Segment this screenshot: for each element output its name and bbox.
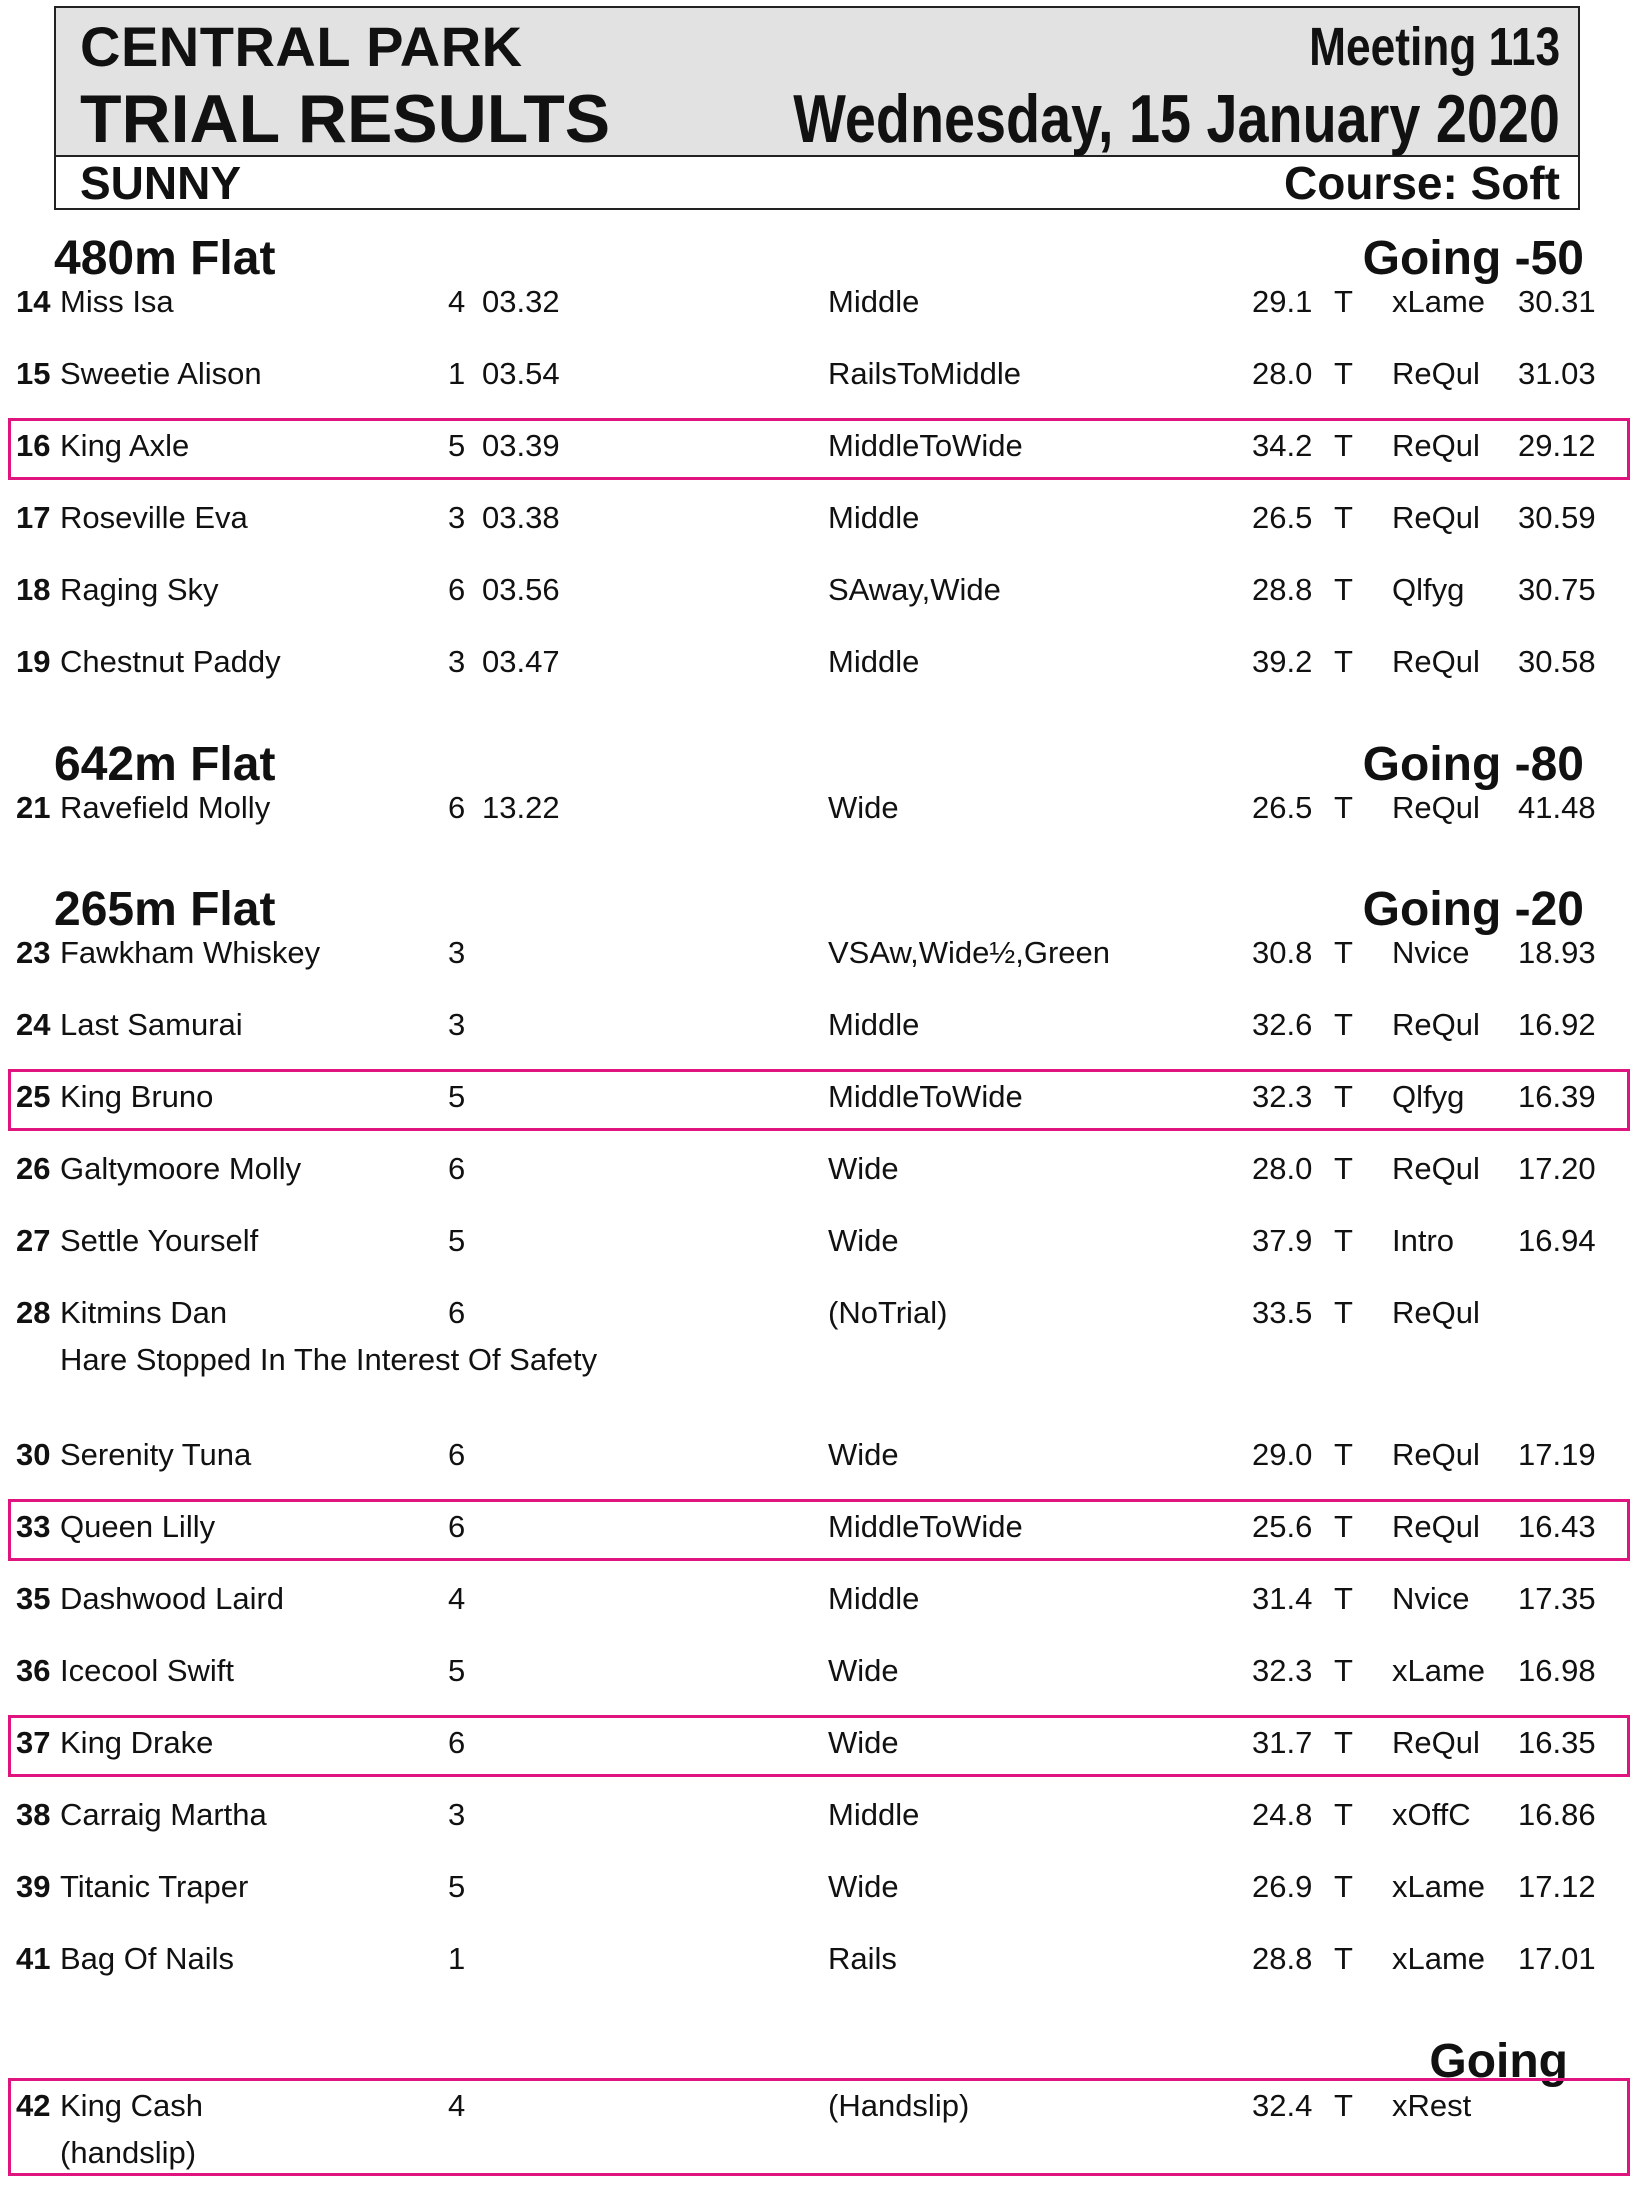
trial-flag: T: [1334, 428, 1353, 463]
trial-flag: T: [1334, 1151, 1353, 1186]
dog-weight: 30.8: [1252, 935, 1313, 970]
finish-position: 4: [448, 2088, 466, 2123]
grade-code: ReQul: [1392, 500, 1480, 535]
race-going: Going: [1429, 2035, 1568, 2088]
trap-number: 28: [16, 1295, 51, 1330]
trial-flag: T: [1334, 356, 1353, 391]
trial-flag: T: [1334, 1295, 1353, 1330]
running-remark: Wide: [828, 1725, 899, 1760]
finish-time: 30.75: [1518, 572, 1596, 607]
meeting-date: Wednesday, 15 January 2020: [793, 81, 1560, 157]
result-row: [0, 1869, 1636, 1929]
running-remark: Wide: [828, 1437, 899, 1472]
row-note: Hare Stopped In The Interest Of Safety: [60, 1342, 598, 1377]
result-row: [0, 1151, 1636, 1211]
dog-weight: 26.5: [1252, 500, 1313, 535]
finish-time: 16.43: [1518, 1509, 1596, 1544]
dog-name: King Cash: [60, 2088, 204, 2123]
dog-weight: 25.6: [1252, 1509, 1313, 1544]
trial-flag: T: [1334, 1437, 1353, 1472]
grade-code: ReQul: [1392, 790, 1480, 825]
running-remark: RailsToMiddle: [828, 356, 1021, 391]
result-row: [0, 1437, 1636, 1497]
trap-number: 18: [16, 572, 51, 607]
finish-position: 3: [448, 500, 466, 535]
dog-weight: 29.0: [1252, 1437, 1313, 1472]
sectional-time: 13.22: [482, 790, 560, 825]
dog-name: Settle Yourself: [60, 1223, 259, 1258]
trap-number: 24: [16, 1007, 51, 1042]
grade-code: ReQul: [1392, 356, 1480, 391]
result-row: [0, 1007, 1636, 1067]
venue-name: CENTRAL PARK: [80, 15, 523, 78]
sectional-time: 03.38: [482, 500, 560, 535]
dog-weight: 31.4: [1252, 1581, 1313, 1616]
running-remark: Rails: [828, 1941, 897, 1976]
finish-time: 30.31: [1518, 284, 1596, 319]
result-row: [0, 1653, 1636, 1713]
race-going: Going -20: [1362, 883, 1584, 936]
result-row: [0, 428, 1636, 488]
race-going: Going -50: [1362, 232, 1584, 285]
trap-number: 41: [16, 1941, 51, 1976]
race-header: [0, 882, 1636, 938]
trial-flag: T: [1334, 572, 1353, 607]
running-remark: Wide: [828, 1653, 899, 1688]
result-row: [0, 1797, 1636, 1857]
finish-position: 1: [448, 356, 466, 391]
finish-position: 3: [448, 935, 466, 970]
sectional-time: 03.56: [482, 572, 560, 607]
dog-weight: 28.8: [1252, 1941, 1313, 1976]
dog-weight: 37.9: [1252, 1223, 1313, 1258]
dog-weight: 32.6: [1252, 1007, 1313, 1042]
result-row: [0, 572, 1636, 632]
grade-code: ReQul: [1392, 1007, 1480, 1042]
running-remark: Middle: [828, 1797, 920, 1832]
finish-position: 5: [448, 1079, 466, 1114]
dog-name: Chestnut Paddy: [60, 644, 281, 679]
finish-time: 16.86: [1518, 1797, 1596, 1832]
result-row: [0, 644, 1636, 704]
results-header: [54, 6, 1580, 210]
result-row: [0, 1941, 1636, 2001]
running-remark: Middle: [828, 500, 920, 535]
dog-weight: 26.9: [1252, 1869, 1313, 1904]
dog-weight: 39.2: [1252, 644, 1313, 679]
trial-flag: T: [1334, 284, 1353, 319]
finish-position: 6: [448, 1725, 466, 1760]
dog-name: Bag Of Nails: [60, 1941, 235, 1976]
running-remark: Wide: [828, 1223, 899, 1258]
grade-code: ReQul: [1392, 1725, 1480, 1760]
dog-weight: 24.8: [1252, 1797, 1313, 1832]
trap-number: 16: [16, 428, 51, 463]
dog-name: Carraig Martha: [60, 1797, 267, 1832]
dog-name: Dashwood Laird: [60, 1581, 285, 1616]
dog-weight: 32.3: [1252, 1079, 1313, 1114]
finish-position: 1: [448, 1941, 466, 1976]
grade-code: xLame: [1392, 284, 1486, 319]
grade-code: Nvice: [1392, 935, 1470, 970]
result-row: [0, 1079, 1636, 1139]
dog-weight: 33.5: [1252, 1295, 1313, 1330]
grade-code: Qlfyg: [1392, 1079, 1465, 1114]
dog-weight: 29.1: [1252, 284, 1313, 319]
row-note: (handslip): [60, 2135, 197, 2170]
dog-name: Galtymoore Molly: [60, 1151, 302, 1186]
finish-time: 17.20: [1518, 1151, 1596, 1186]
grade-code: Intro: [1392, 1223, 1455, 1258]
race-distance: 642m Flat: [54, 738, 276, 791]
result-row: [0, 1725, 1636, 1785]
grade-code: xLame: [1392, 1941, 1486, 1976]
dog-name: Ravefield Molly: [60, 790, 271, 825]
trap-number: 33: [16, 1509, 51, 1544]
dog-name: Raging Sky: [60, 572, 219, 607]
trial-flag: T: [1334, 500, 1353, 535]
dog-name: Sweetie Alison: [60, 356, 262, 391]
trial-flag: T: [1334, 1725, 1353, 1760]
finish-time: 29.12: [1518, 428, 1596, 463]
race-header: [0, 231, 1636, 287]
dog-name: Miss Isa: [60, 284, 174, 319]
race-distance: 265m Flat: [54, 883, 276, 936]
finish-time: 17.01: [1518, 1941, 1596, 1976]
trap-number: 35: [16, 1581, 51, 1616]
dog-name: Queen Lilly: [60, 1509, 216, 1544]
race-header: [0, 737, 1636, 793]
trap-number: 17: [16, 500, 51, 535]
finish-time: 16.92: [1518, 1007, 1596, 1042]
finish-time: 16.39: [1518, 1079, 1596, 1114]
meeting-number: Meeting 113: [1308, 17, 1560, 77]
finish-position: 5: [448, 1653, 466, 1688]
finish-time: 17.12: [1518, 1869, 1596, 1904]
finish-position: 4: [448, 284, 466, 319]
dog-weight: 32.4: [1252, 2088, 1313, 2123]
trap-number: 23: [16, 935, 51, 970]
result-row: [0, 500, 1636, 560]
trap-number: 39: [16, 1869, 51, 1904]
sectional-time: 03.39: [482, 428, 560, 463]
dog-weight: 34.2: [1252, 428, 1313, 463]
dog-name: Kitmins Dan: [60, 1295, 228, 1330]
finish-position: 5: [448, 1869, 466, 1904]
result-row: [0, 1509, 1636, 1569]
result-row: [0, 935, 1636, 995]
trial-flag: T: [1334, 790, 1353, 825]
grade-code: xRest: [1392, 2088, 1472, 2123]
trap-number: 30: [16, 1437, 51, 1472]
finish-time: 17.35: [1518, 1581, 1596, 1616]
grade-code: Qlfyg: [1392, 572, 1465, 607]
trap-number: 42: [16, 2088, 51, 2123]
running-remark: MiddleToWide: [828, 1509, 1023, 1544]
dog-name: King Drake: [60, 1725, 214, 1760]
running-remark: MiddleToWide: [828, 428, 1023, 463]
finish-time: 16.94: [1518, 1223, 1596, 1258]
finish-time: 30.59: [1518, 500, 1596, 535]
trap-number: 27: [16, 1223, 51, 1258]
trial-flag: T: [1334, 1223, 1353, 1258]
finish-position: 6: [448, 1295, 466, 1330]
sectional-time: 03.32: [482, 284, 560, 319]
result-row: [0, 2088, 1636, 2148]
dog-weight: 28.0: [1252, 1151, 1313, 1186]
trial-flag: T: [1334, 1007, 1353, 1042]
grade-code: ReQul: [1392, 644, 1480, 679]
grade-code: ReQul: [1392, 1437, 1480, 1472]
running-remark: Wide: [828, 1151, 899, 1186]
header-title-band: [56, 8, 1578, 157]
running-remark: MiddleToWide: [828, 1079, 1023, 1114]
sectional-time: 03.54: [482, 356, 560, 391]
finish-time: 41.48: [1518, 790, 1596, 825]
trial-flag: T: [1334, 1869, 1353, 1904]
running-remark: Wide: [828, 790, 899, 825]
trap-number: 38: [16, 1797, 51, 1832]
running-remark: Middle: [828, 644, 920, 679]
result-row: [0, 284, 1636, 344]
finish-position: 6: [448, 790, 466, 825]
trial-flag: T: [1334, 935, 1353, 970]
trial-flag: T: [1334, 1079, 1353, 1114]
dog-weight: 28.0: [1252, 356, 1313, 391]
finish-position: 6: [448, 1509, 466, 1544]
trap-number: 21: [16, 790, 51, 825]
finish-position: 3: [448, 644, 466, 679]
running-remark: VSAw,Wide½,Green: [828, 935, 1111, 970]
dog-name: Titanic Traper: [60, 1869, 249, 1904]
sectional-time: 03.47: [482, 644, 560, 679]
dog-name: Serenity Tuna: [60, 1437, 252, 1472]
trap-number: 26: [16, 1151, 51, 1186]
running-remark: (NoTrial): [828, 1295, 948, 1330]
running-remark: Wide: [828, 1869, 899, 1904]
race-going: Going -80: [1362, 738, 1584, 791]
trial-flag: T: [1334, 1509, 1353, 1544]
trial-flag: T: [1334, 1941, 1353, 1976]
trap-number: 14: [16, 284, 51, 319]
trial-flag: T: [1334, 644, 1353, 679]
finish-time: 16.35: [1518, 1725, 1596, 1760]
dog-name: Roseville Eva: [60, 500, 248, 535]
finish-position: 4: [448, 1581, 466, 1616]
finish-position: 5: [448, 1223, 466, 1258]
dog-name: King Axle: [60, 428, 190, 463]
finish-position: 6: [448, 1437, 466, 1472]
finish-position: 3: [448, 1797, 466, 1832]
trial-flag: T: [1334, 1797, 1353, 1832]
result-row: [0, 1223, 1636, 1283]
dog-name: Last Samurai: [60, 1007, 243, 1042]
finish-position: 6: [448, 1151, 466, 1186]
finish-time: 17.19: [1518, 1437, 1596, 1472]
trial-flag: T: [1334, 2088, 1353, 2123]
dog-weight: 26.5: [1252, 790, 1313, 825]
trap-number: 36: [16, 1653, 51, 1688]
grade-code: xLame: [1392, 1653, 1486, 1688]
result-row: [0, 356, 1636, 416]
trial-flag: T: [1334, 1581, 1353, 1616]
dog-name: King Bruno: [60, 1079, 214, 1114]
result-row: [0, 790, 1636, 850]
running-remark: Middle: [828, 1581, 920, 1616]
finish-time: 16.98: [1518, 1653, 1596, 1688]
finish-position: 6: [448, 572, 466, 607]
finish-position: 5: [448, 428, 466, 463]
result-row: [0, 1581, 1636, 1641]
trap-number: 25: [16, 1079, 51, 1114]
dog-weight: 28.8: [1252, 572, 1313, 607]
trap-number: 37: [16, 1725, 51, 1760]
page-title: TRIAL RESULTS: [80, 81, 611, 157]
running-remark: SAway,Wide: [828, 572, 1001, 607]
trial-flag: T: [1334, 1653, 1353, 1688]
grade-code: ReQul: [1392, 428, 1480, 463]
running-remark: Middle: [828, 1007, 920, 1042]
dog-name: Fawkham Whiskey: [60, 935, 321, 970]
finish-time: 30.58: [1518, 644, 1596, 679]
grade-code: ReQul: [1392, 1151, 1480, 1186]
trap-number: 15: [16, 356, 51, 391]
grade-code: ReQul: [1392, 1295, 1480, 1330]
running-remark: Middle: [828, 284, 920, 319]
race-distance: 480m Flat: [54, 232, 276, 285]
grade-code: ReQul: [1392, 1509, 1480, 1544]
running-remark: (Handslip): [828, 2088, 970, 2123]
finish-position: 3: [448, 1007, 466, 1042]
dog-weight: 32.3: [1252, 1653, 1313, 1688]
grade-code: xLame: [1392, 1869, 1486, 1904]
dog-weight: 31.7: [1252, 1725, 1313, 1760]
finish-time: 31.03: [1518, 356, 1596, 391]
trap-number: 19: [16, 644, 51, 679]
weather: SUNNY: [80, 157, 242, 209]
grade-code: Nvice: [1392, 1581, 1470, 1616]
course-condition: Course: Soft: [1284, 157, 1560, 209]
finish-time: 18.93: [1518, 935, 1596, 970]
grade-code: xOffC: [1392, 1797, 1471, 1832]
dog-name: Icecool Swift: [60, 1653, 235, 1688]
